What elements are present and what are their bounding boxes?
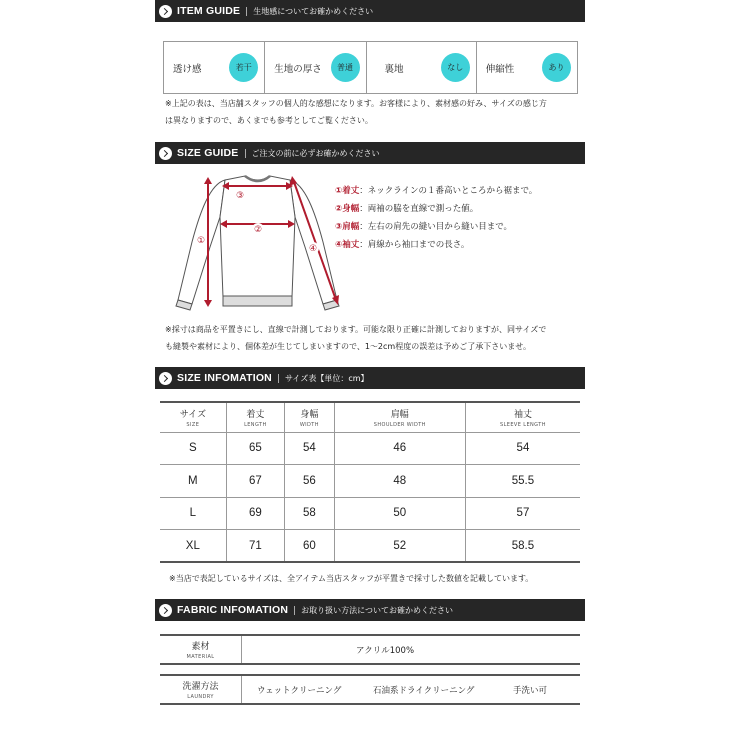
table-cell: L	[160, 497, 226, 530]
laundry-value: ウェットクリーニング	[257, 685, 342, 696]
item-guide-badge: 普通	[331, 53, 360, 82]
legend-desc: ：両袖の脇を直線で測った値。	[359, 204, 479, 214]
table-cell: 71	[226, 530, 284, 563]
legend-key: 肩幅	[342, 222, 360, 232]
divider	[246, 7, 247, 16]
note-line: も縫製や素材により、個体差が生じてしまいますので、1〜2cm程度の誤差は予めご了承下さいませ。	[165, 342, 531, 351]
column-header: 着丈 LENGTH	[226, 402, 284, 432]
table-cell: 60	[285, 530, 335, 563]
table-cell: 56	[285, 465, 335, 498]
fabric-laundry-row	[160, 674, 580, 705]
legend-num: ③	[335, 222, 343, 232]
table-cell: 52	[334, 530, 465, 563]
table-cell: 67	[226, 465, 284, 498]
item-guide-label: 透け感	[173, 63, 202, 75]
table-row	[160, 530, 580, 563]
size-info-title: SIZE INFOMATION	[177, 372, 272, 384]
table-cell: 55.5	[465, 465, 580, 498]
size-guide-subtitle: ご注文の前に必ずお確かめください	[251, 148, 380, 158]
legend-num: ②	[335, 204, 343, 214]
legend-row	[335, 200, 585, 218]
table-cell: S	[160, 432, 226, 465]
marker-1: ①	[196, 236, 206, 246]
table-cell: 69	[226, 497, 284, 530]
legend-row	[335, 236, 585, 254]
size-guide-legend	[335, 182, 585, 254]
item-guide-cell-lining	[367, 42, 477, 93]
legend-key: 着丈	[342, 186, 360, 196]
legend-num: ④	[335, 240, 343, 250]
item-guide-badge: あり	[542, 53, 571, 82]
item-guide-subtitle: 生地感についてお確かめください	[253, 6, 374, 16]
column-header: サイズ SIZE	[160, 402, 226, 432]
table-cell: 54	[285, 432, 335, 465]
fabric-info-header	[155, 599, 585, 621]
fabric-material-row	[160, 634, 580, 665]
item-guide-table	[163, 41, 578, 94]
material-header	[160, 636, 242, 663]
laundry-label-en: LAUNDRY	[187, 694, 214, 700]
item-guide-cell-transparency	[164, 42, 265, 93]
laundry-header	[160, 676, 242, 703]
chevron-right-icon	[159, 604, 172, 617]
legend-key: 身幅	[342, 204, 360, 214]
table-cell: 48	[334, 465, 465, 498]
table-row	[160, 465, 580, 498]
table-cell: 58.5	[465, 530, 580, 563]
table-cell: 46	[334, 432, 465, 465]
legend-row	[335, 218, 585, 236]
size-guide-header	[155, 142, 585, 164]
divider	[278, 374, 279, 383]
fabric-info-title: FABRIC INFOMATION	[177, 604, 289, 616]
material-label-en: MATERIAL	[186, 654, 215, 660]
size-info-note: ※当店で表記しているサイズは、全アイテム当店スタッフが平置きで採寸した数値を記載しています。	[169, 574, 534, 583]
size-table	[160, 401, 580, 563]
legend-desc: ：ネックラインの１番高いところから裾まで。	[359, 186, 538, 196]
laundry-value: 手洗い可	[513, 685, 548, 696]
item-guide-header	[155, 0, 585, 22]
item-guide-label: 生地の厚さ	[274, 63, 322, 75]
sweater-measurement-diagram	[170, 172, 345, 317]
table-cell: 50	[334, 497, 465, 530]
legend-key: 袖丈	[342, 240, 360, 250]
sweater-body	[220, 176, 295, 297]
size-info-subtitle: サイズ表【単位：cm】	[284, 373, 369, 383]
item-guide-badge: 若干	[229, 53, 258, 82]
marker-4: ④	[308, 244, 318, 254]
table-cell: XL	[160, 530, 226, 563]
material-label: 素材	[191, 642, 210, 652]
table-header-row	[160, 402, 580, 432]
table-row	[160, 497, 580, 530]
item-guide-title: ITEM GUIDE	[177, 5, 241, 17]
chevron-right-icon	[159, 5, 172, 18]
legend-num: ①	[335, 186, 343, 196]
divider	[294, 606, 295, 615]
note-line: ※採寸は商品を平置きにし、直線で計測しております。可能な限り正確に計測しておりますが、同サイズで	[165, 325, 547, 334]
size-guide-note	[165, 321, 585, 355]
table-cell: 54	[465, 432, 580, 465]
legend-desc: ：左右の肩先の縫い目から縫い目まで。	[359, 222, 513, 232]
legend-row	[335, 182, 585, 200]
item-guide-note	[165, 95, 585, 129]
laundry-label: 洗濯方法	[182, 682, 219, 692]
table-cell: 58	[285, 497, 335, 530]
item-guide-cell-thickness	[265, 42, 366, 93]
table-cell: M	[160, 465, 226, 498]
legend-desc: ：肩線から袖口までの長さ。	[359, 240, 470, 250]
item-guide-label: 伸縮性	[485, 63, 515, 75]
note-line: は異なりますので、あくまでも参考としてご覧ください。	[165, 116, 373, 125]
laundry-values	[242, 684, 580, 696]
item-guide-cell-stretch	[477, 42, 577, 93]
column-header: 肩幅 SHOULDER WIDTH	[334, 402, 465, 432]
material-value: アクリル100%	[356, 645, 415, 656]
chevron-right-icon	[159, 147, 172, 160]
marker-3: ③	[235, 191, 245, 201]
size-info-header	[155, 367, 585, 389]
column-header: 袖丈 SLEEVE LENGTH	[465, 402, 580, 432]
column-header: 身幅 WIDTH	[285, 402, 335, 432]
fabric-info-subtitle: お取り扱い方法についてお確かめください	[301, 605, 453, 615]
laundry-value: 石油系ドライクリーニング	[373, 685, 475, 696]
table-cell: 57	[465, 497, 580, 530]
note-line: ※上記の表は、当店舗スタッフの個人的な感想になります。お客様により、素材感の好み、サイズの感じ方	[165, 99, 547, 108]
chevron-right-icon	[159, 372, 172, 385]
size-guide-title: SIZE GUIDE	[177, 147, 239, 159]
divider	[245, 149, 246, 158]
table-row	[160, 432, 580, 465]
table-cell: 65	[226, 432, 284, 465]
item-guide-badge: なし	[441, 53, 470, 82]
marker-2: ②	[253, 225, 263, 235]
item-guide-label: 裏地	[384, 63, 404, 75]
